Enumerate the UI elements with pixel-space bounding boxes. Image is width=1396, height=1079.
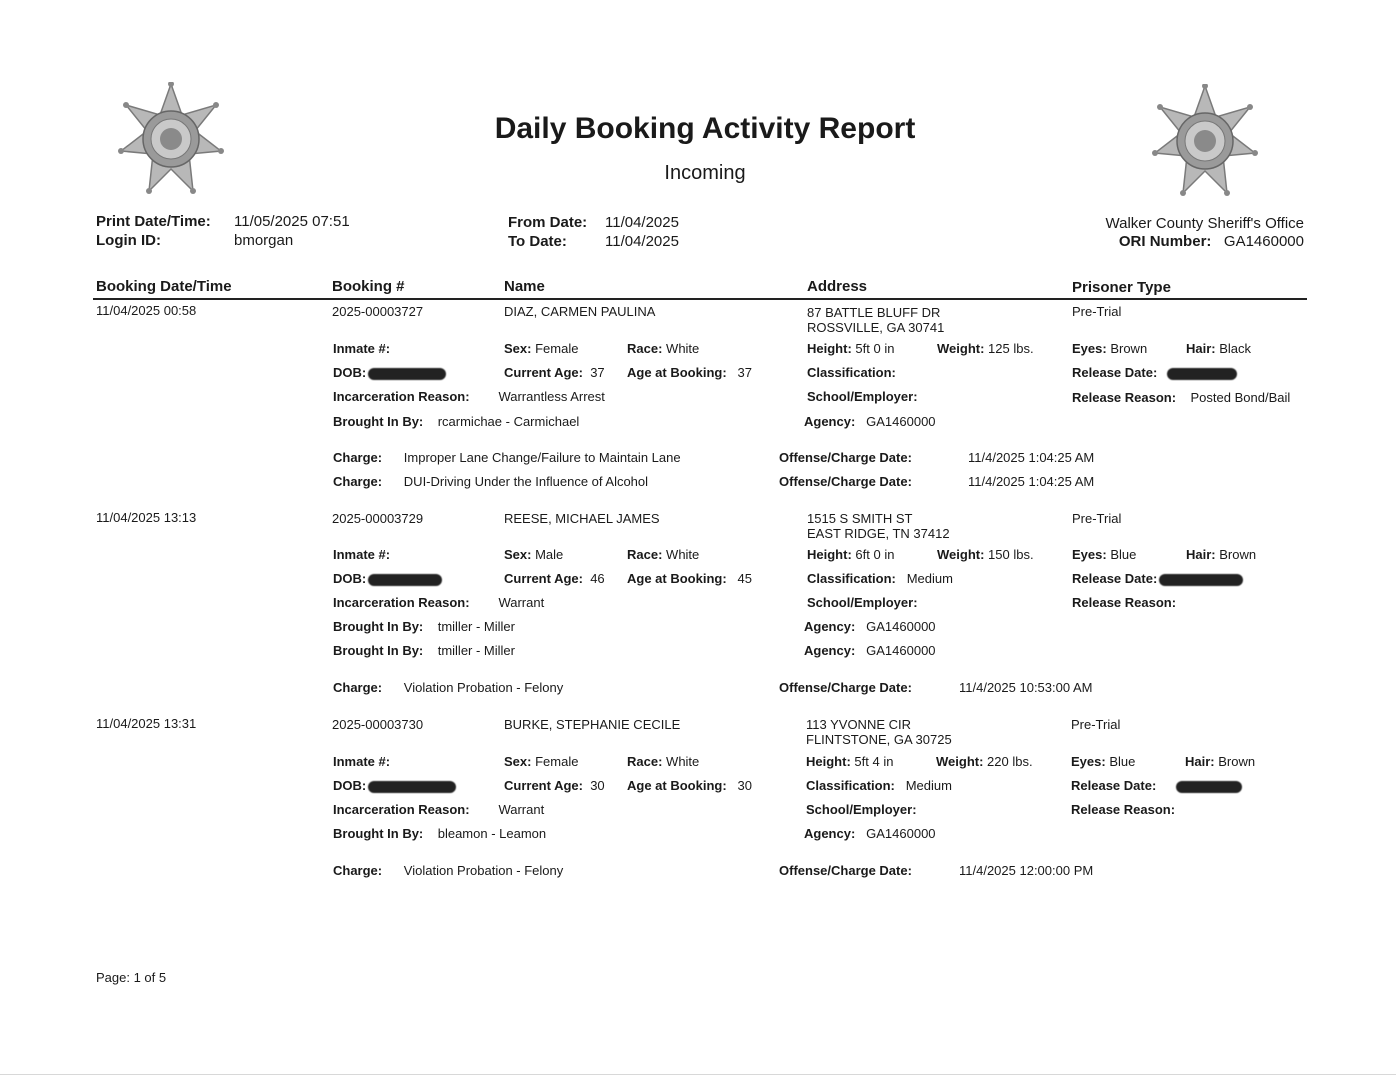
brought-in-by-field: Brought In By: bleamon - Leamon (333, 826, 547, 841)
school-employer-label: School/Employer: (807, 389, 918, 404)
print-datetime-value: 11/05/2025 07:51 (234, 213, 350, 230)
race-field: Race: White (627, 754, 700, 769)
booking-datetime: 11/04/2025 13:13 (96, 510, 197, 525)
eyes-field: Eyes: Brown (1072, 341, 1148, 356)
address-line-2: FLINTSTONE, GA 30725 (806, 732, 952, 747)
release-date-field: Release Date: (1072, 365, 1237, 380)
agency-field: Agency: GA1460000 (804, 414, 936, 429)
charge-line: Charge: Improper Lane Change/Failure to Maintain Lane (333, 450, 681, 465)
inmate-name: DIAZ, CARMEN PAULINA (504, 304, 656, 319)
from-date-label: From Date: (508, 214, 588, 231)
report-subtitle: Incoming (664, 162, 746, 184)
offense-date-value: 11/4/2025 1:04:25 AM (968, 474, 1095, 489)
weight-field: Weight: 220 lbs. (936, 754, 1033, 769)
current-age-field: Current Age: 46 (504, 571, 605, 586)
print-datetime-label: Print Date/Time: (96, 213, 211, 230)
release-reason-label: Release Reason: (1071, 802, 1176, 817)
height-field: Height: 6ft 0 in (807, 547, 895, 562)
sex-field: Sex: Female (504, 754, 579, 769)
age-at-booking-field: Age at Booking: 30 (627, 778, 752, 793)
offense-date-value: 11/4/2025 1:04:25 AM (968, 450, 1095, 465)
charge-line: Charge: DUI-Driving Under the Influence of Alcohol (333, 474, 649, 489)
inmate-name: BURKE, STEPHANIE CECILE (504, 717, 681, 732)
booking-number: 2025-00003729 (332, 511, 424, 526)
prisoner-type: Pre-Trial (1071, 717, 1121, 732)
height-field: Height: 5ft 0 in (807, 341, 895, 356)
ori-number-value: GA1460000 (1223, 233, 1304, 250)
release-date-field: Release Date: (1072, 571, 1243, 586)
dob-field: DOB: (333, 571, 442, 586)
booking-datetime: 11/04/2025 00:58 (96, 303, 197, 318)
report-title: Daily Booking Activity Report (494, 112, 916, 145)
column-header-address: Address (807, 278, 868, 295)
weight-field: Weight: 150 lbs. (937, 547, 1034, 562)
inmate-name: REESE, MICHAEL JAMES (504, 511, 660, 526)
classification-field: Classification: Medium (807, 571, 953, 586)
booking-number: 2025-00003730 (332, 717, 424, 732)
weight-field: Weight: 125 lbs. (937, 341, 1034, 356)
offense-date-label: Offense/Charge Date: (779, 863, 912, 878)
column-header-prisoner-type: Prisoner Type (1072, 279, 1171, 296)
brought-in-by-field: Brought In By: tmiller - Miller (333, 619, 515, 634)
ori-number-label: ORI Number: (1118, 233, 1212, 250)
brought-in-by-field: Brought In By: tmiller - Miller (333, 643, 515, 658)
school-employer-label: School/Employer: (806, 802, 917, 817)
inmate-number-label: Inmate #: (333, 341, 391, 356)
charge-line: Charge: Violation Probation - Felony (333, 863, 564, 878)
eyes-field: Eyes: Blue (1072, 547, 1137, 562)
release-reason-label: Release Reason: (1072, 595, 1177, 610)
release-date-field: Release Date: (1071, 778, 1242, 793)
column-header-booking-number: Booking # (332, 278, 405, 295)
agency-field: Agency: GA1460000 (804, 826, 936, 841)
hair-field: Hair: Black (1186, 341, 1252, 356)
offense-date-label: Offense/Charge Date: (779, 680, 912, 695)
prisoner-type: Pre-Trial (1072, 511, 1122, 526)
agency-field: Agency: GA1460000 (804, 619, 936, 634)
offense-date-label: Offense/Charge Date: (779, 474, 912, 489)
charge-line: Charge: Violation Probation - Felony (333, 680, 564, 695)
dob-field: DOB: (333, 778, 456, 793)
inmate-number-label: Inmate #: (333, 547, 391, 562)
address-line-2: ROSSVILLE, GA 30741 (807, 320, 945, 335)
hair-field: Hair: Brown (1185, 754, 1256, 769)
age-at-booking-field: Age at Booking: 37 (627, 365, 752, 380)
prisoner-type: Pre-Trial (1072, 304, 1122, 319)
redaction-mark (1176, 781, 1242, 793)
address-line-1: 1515 S SMITH ST (807, 511, 913, 526)
hair-field: Hair: Brown (1186, 547, 1257, 562)
to-date-label: To Date: (508, 233, 567, 250)
login-id-value: bmorgan (234, 232, 294, 249)
to-date-value: 11/04/2025 (605, 233, 679, 250)
race-field: Race: White (627, 547, 700, 562)
dob-field: DOB: (333, 365, 446, 380)
offense-date-value: 11/4/2025 12:00:00 PM (959, 863, 1094, 878)
column-header-name: Name (504, 278, 545, 295)
column-header-booking-datetime: Booking Date/Time (96, 278, 232, 295)
incarceration-reason-field: Incarceration Reason: Warrant (333, 802, 545, 817)
sex-field: Sex: Male (504, 547, 564, 562)
header-rule (93, 298, 1307, 300)
redaction-mark (368, 781, 456, 793)
sex-field: Sex: Female (504, 341, 579, 356)
age-at-booking-field: Age at Booking: 45 (627, 571, 752, 586)
redaction-mark (1167, 368, 1237, 380)
school-employer-label: School/Employer: (807, 595, 918, 610)
brought-in-by-field: Brought In By: rcarmichae - Carmichael (333, 414, 580, 429)
agency-field: Agency: GA1460000 (804, 643, 936, 658)
from-date-value: 11/04/2025 (605, 214, 679, 231)
address-line-1: 113 YVONNE CIR (806, 717, 912, 732)
inmate-number-label: Inmate #: (333, 754, 391, 769)
release-reason-field: Release Reason: Posted Bond/Bail (1072, 390, 1291, 405)
booking-number: 2025-00003727 (332, 304, 424, 319)
login-id-label: Login ID: (96, 232, 161, 249)
incarceration-reason-field: Incarceration Reason: Warrant (333, 595, 545, 610)
redaction-mark (1159, 574, 1243, 586)
classification-field: Classification: Medium (806, 778, 952, 793)
agency-name: Walker County Sheriff's Office (1105, 215, 1304, 232)
race-field: Race: White (627, 341, 700, 356)
current-age-field: Current Age: 37 (504, 365, 605, 380)
page-edge-line (0, 1074, 1396, 1075)
booking-datetime: 11/04/2025 13:31 (96, 716, 197, 731)
ori-number (1119, 233, 1304, 250)
classification-field: Classification: (807, 365, 896, 380)
eyes-field: Eyes: Blue (1071, 754, 1136, 769)
offense-date-value: 11/4/2025 10:53:00 AM (959, 680, 1093, 695)
address-line-2: EAST RIDGE, TN 37412 (807, 526, 950, 541)
incarceration-reason-field: Incarceration Reason: Warrantless Arrest (333, 389, 605, 404)
offense-date-label: Offense/Charge Date: (779, 450, 912, 465)
height-field: Height: 5ft 4 in (806, 754, 894, 769)
current-age-field: Current Age: 30 (504, 778, 605, 793)
address-line-1: 87 BATTLE BLUFF DR (807, 305, 941, 320)
redaction-mark (368, 574, 442, 586)
redaction-mark (368, 368, 446, 380)
page-number: Page: 1 of 5 (96, 970, 167, 985)
